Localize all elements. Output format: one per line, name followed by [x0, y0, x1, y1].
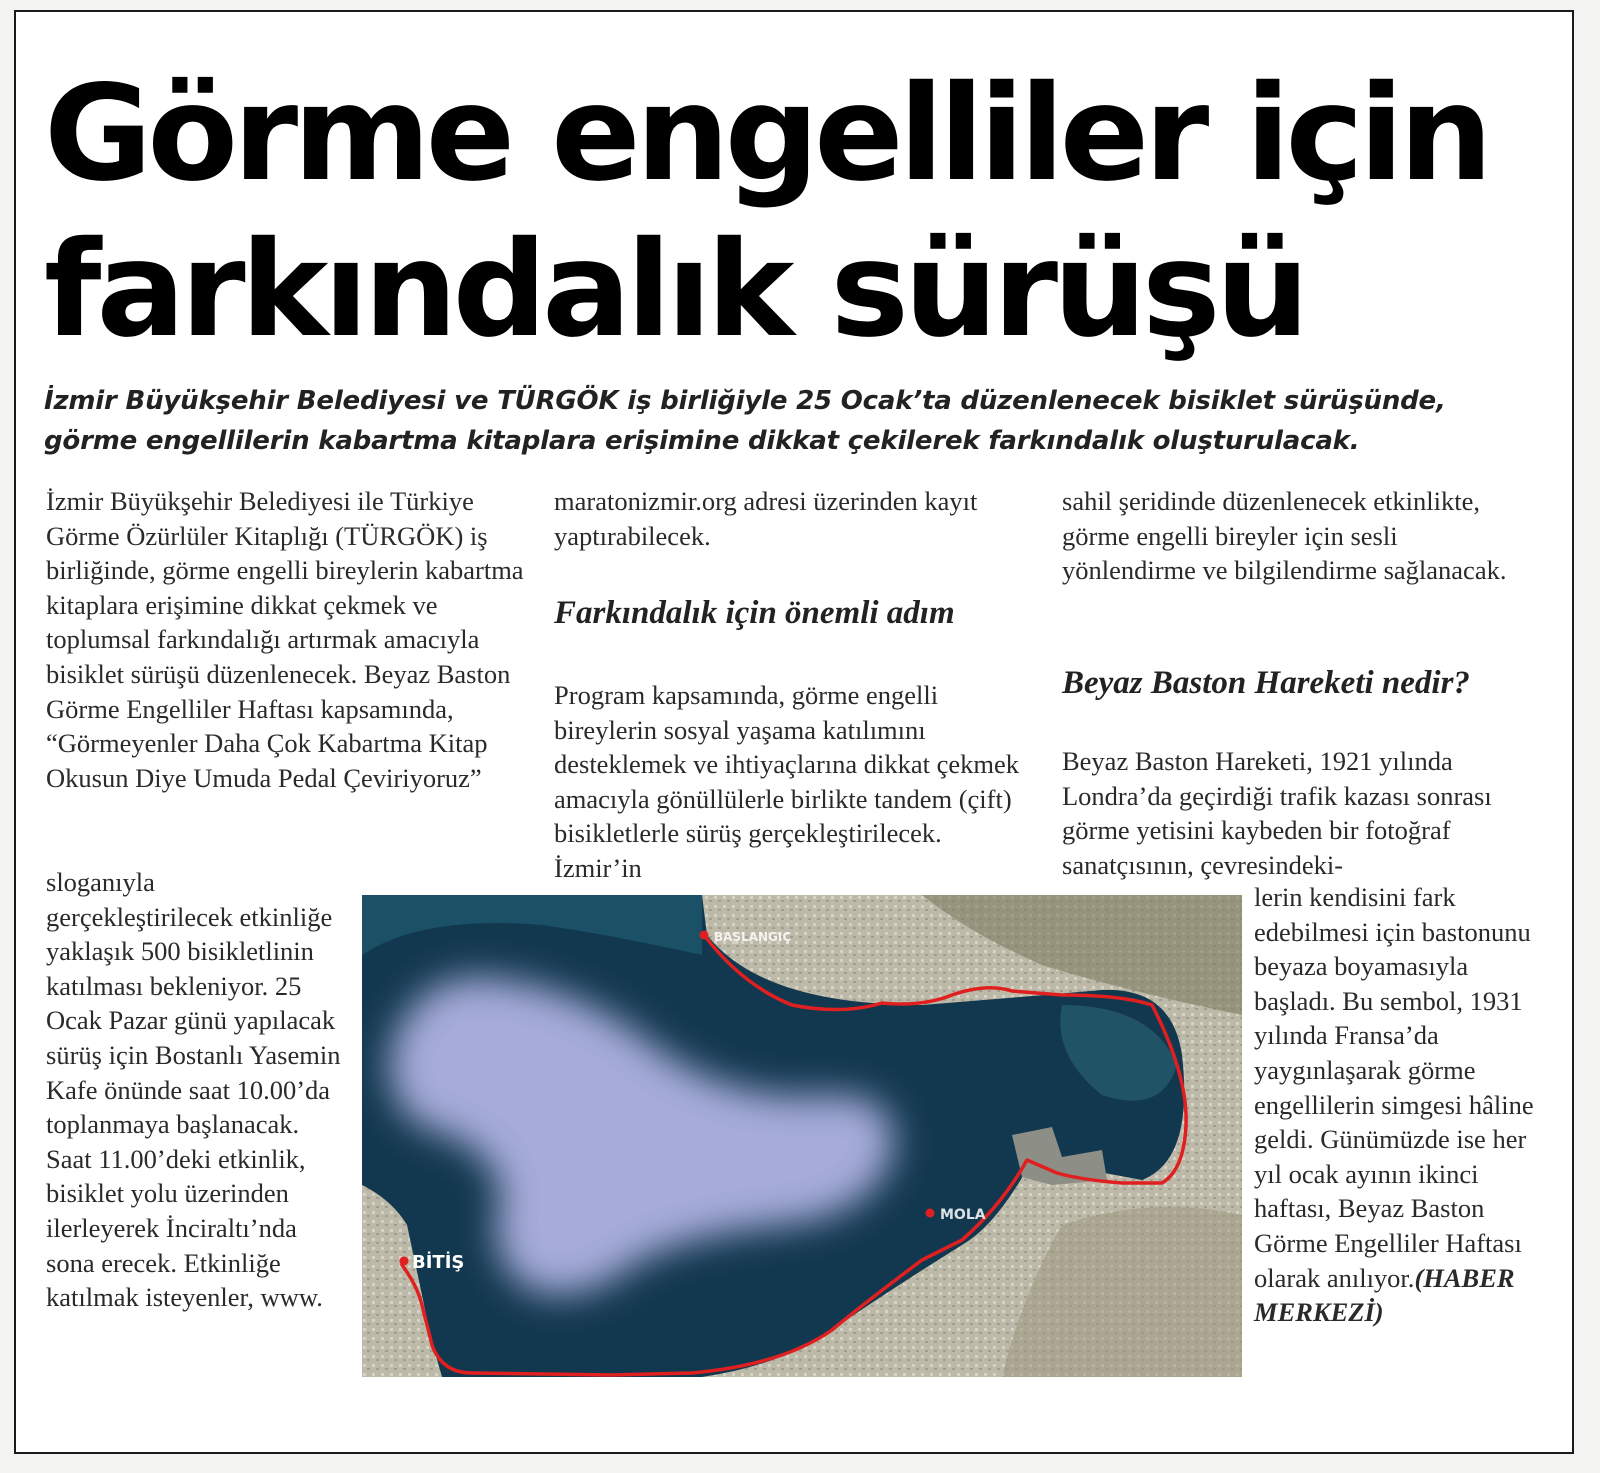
subhead-white-cane: Beyaz Baston Hareketi nedir?	[1062, 665, 1470, 701]
lede-line-1: İzmir Büyükşehir Belediyesi ve TÜRGÖK iş birliğiyle 25 Ocak’ta düzenlenecek bisiklet sürüşünde,	[44, 386, 1446, 416]
column-3-text-a: Beyaz Baston Hareketi, 1921 yılında Londra’da geçirdiği trafik kazası sonrası görme yetisini kaybeden bir fotoğraf sanatçısının, çevresindeki-	[1062, 746, 1492, 880]
column-2-text-top: maratonizmir.org adresi üzerinden kayıt yaptırabilecek.	[554, 486, 978, 551]
map-label-finish: BİTİŞ	[412, 1252, 465, 1273]
start-marker	[700, 931, 709, 940]
map-label-start: BAŞLANGIÇ	[714, 930, 792, 944]
column-3-text-b	[1254, 880, 1534, 1330]
headline-line-2: farkındalık sürüşü	[44, 213, 1305, 367]
subhead-awareness-step: Farkındalık için önemli adım	[554, 595, 955, 631]
column-1-text-top: İzmir Büyükşehir Belediyesi ile Türkiye Görme Özürlüler Kitaplığı (TÜRGÖK) iş birliğinde, görme engelli bireylerin kabartma kitaplara erişimine dikkat çekmek ve toplumsal farkındalığı artırmak amacıyla bisiklet sürüşü düzenlenecek. Beyaz Baston Görme Engelliler Haftası kapsamında, “Görmeyenler Daha Çok Kabartma Kitap Okusun Diye Umuda Pedal Çeviriyoruz”	[46, 486, 524, 793]
column-3-text-top: sahil şeridinde düzenlenecek etkinlikte, görme engelli bireyler için sesli yönlendirme ve bilgilendirme sağlanacak.	[1062, 486, 1507, 586]
newspaper-clipping	[14, 10, 1574, 1454]
lede-line-2: görme engellilerin kabartma kitaplara erişimine dikkat çekilerek farkındalık oluşturulacak.	[44, 426, 1360, 456]
route-map	[362, 895, 1242, 1377]
finish-marker	[400, 1257, 409, 1266]
column-1-text-bottom: sloganıyla gerçekleştirilecek etkinliğe yaklaşık 500 bisikletlinin katılması bekleniyor. 25 Ocak Pazar günü yapılacak sürüş için Bostanlı Yasemin Kafe önünde saat 10.00’da toplanmaya başlanacak. Saat 11.00’deki etkinlik, bisiklet yolu üzerinden ilerleyerek İnciraltı’nda sona erecek. Etkinliğe katılmak isteyenler, www.	[46, 867, 341, 1313]
news-credit: (HABER MERKEZİ)	[1254, 1262, 1515, 1328]
column-2-text-body: Program kapsamında, görme engelli bireylerin sosyal yaşama katılımını desteklemek ve ihtiyaçlarına dikkat çekmek amacıyla gönüllülerle birlikte tandem (çift) bisikletlerle sürüş gerçekleştirilecek. İzmir’in	[554, 680, 1020, 883]
headline-line-1: Görme engelliler için	[44, 57, 1488, 211]
column-3-text-b-body: lerin kendisini fark edebilmesi için bastonunu beyaza boyamasıyla başladı. Bu sembol, 1931 yılında Fransa’da yaygınlaşarak görme engellilerin simgesi hâline geldi. Günümüzde ise her yıl ocak ayının ikinci haftası, Beyaz Baston Görme Engelliler Haftası olarak anılıyor.	[1254, 882, 1534, 1293]
map-label-rest: MOLA	[940, 1207, 986, 1223]
rest-marker	[926, 1209, 935, 1218]
